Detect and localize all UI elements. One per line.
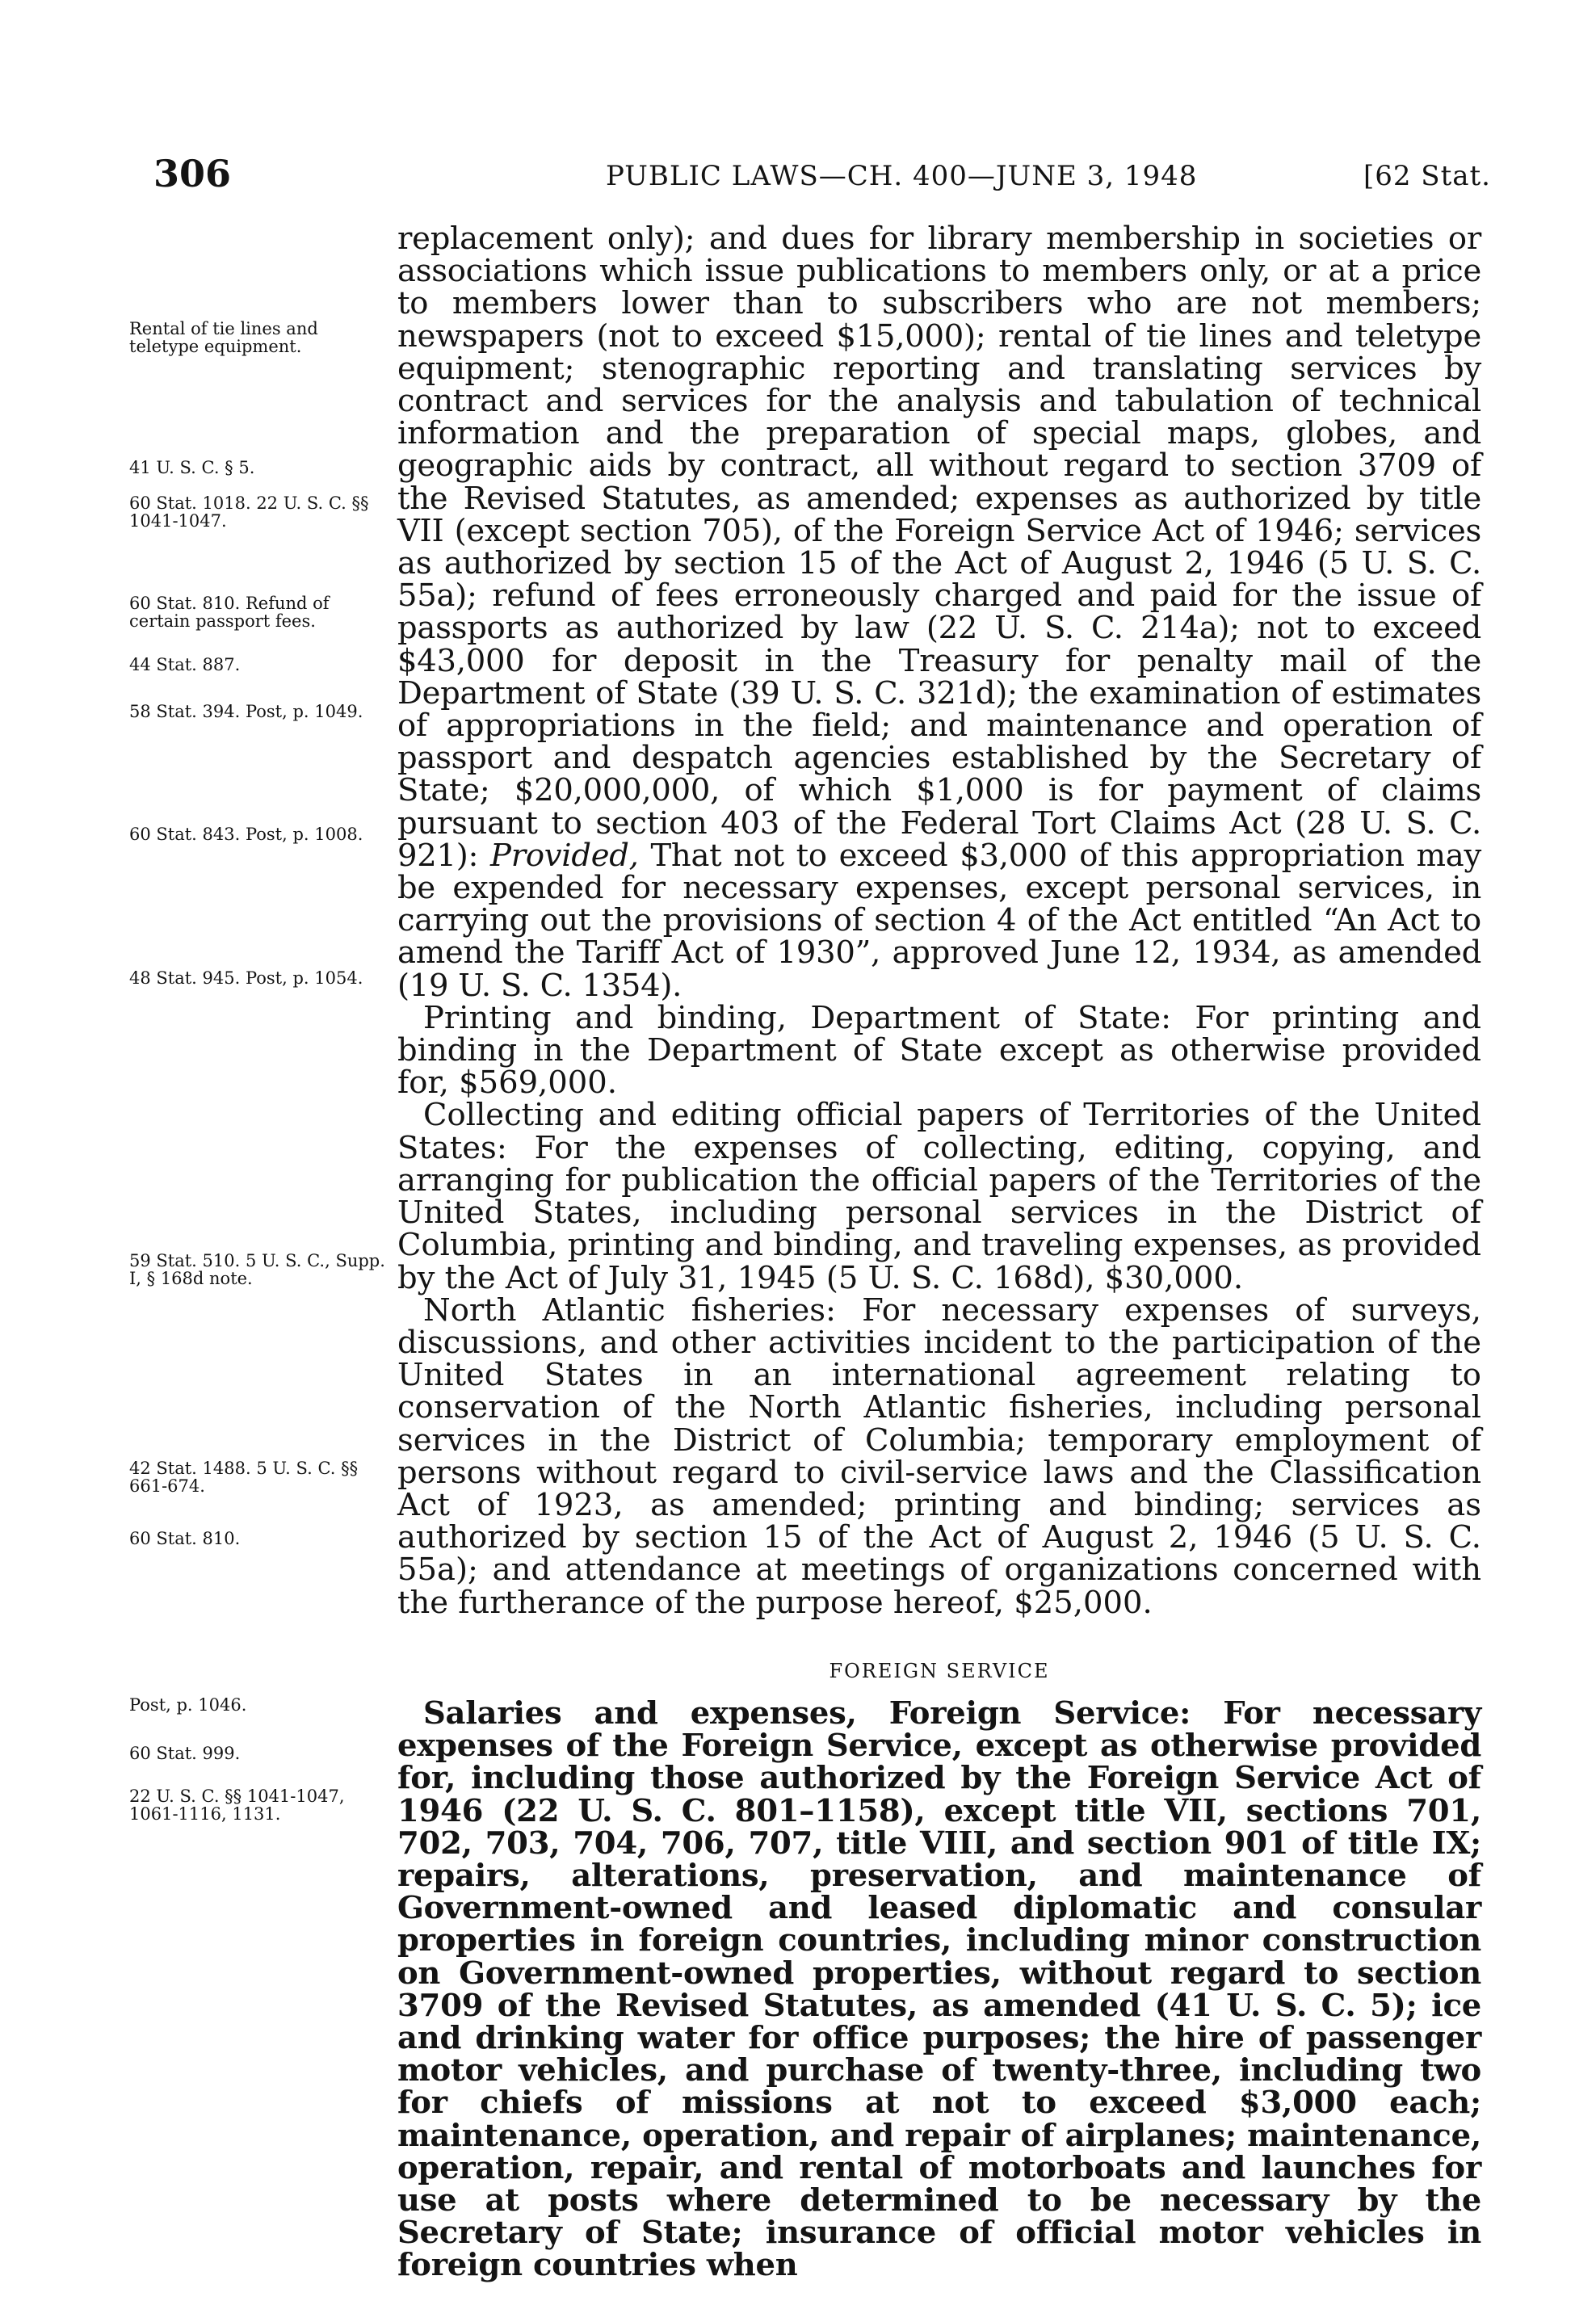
paragraph-north-atlantic-fisheries: North Atlantic fisheries: For necessary expenses of surveys, discussions, and other activities incident to the participation of the United States in an international agreement relating to conservation of the North Atlantic fisheries, including personal services in the District of Columbia; temporary employment of persons without regard to civil-service laws and the Classification Act of 1923, as amended; printing and binding; services as authorized by section 15 of the Act of August 2, 1946 (5 U. S. C. 55a); and attendance at meetings of organizations concerned with the furtherance of the purpose hereof, $25,000. — [397, 1291, 1481, 1621]
margin-note: 48 Stat. 945. Post, p. 1054. — [129, 968, 363, 988]
provided-keyword: Provided, — [490, 837, 639, 874]
paragraph-territorial-papers: Collecting and editing official papers of Territories of the United States: For the expenses of collecting, editing, copying, and arranging for publication the official papers of the Territories of the United States, including personal services in the District of Columbia, printing and binding, and traveling expenses, as provided by the Act of July 31, 1945 (5 U. S. C. 168d), $30,000. — [397, 1097, 1481, 1296]
paragraph-foreign-service-salaries: Salaries and expenses, Foreign Service: For necessary expenses of the Foreign Service, except as otherwise provided for, including those authorized by the Foreign Service Act of 1946 (22 U. S. C. 801–1158), except title VII, sections 701, 702, 703, 704, 706, 707, title VIII, and section 901 of title IX; repairs, alterations, preservation, and maintenance of Government-owned and leased diplomatic and consular properties in foreign countries, including minor construction on Government-owned properties, without regard to section 3709 of the Revised Statutes, as amended (41 U. S. C. 5); ice and drinking water for office purposes; the hire of passenger motor vehicles, and purchase of twenty-three, including two for chiefs of missions at not to exceed $3,000 each; maintenance, operation, and repair of airplanes; maintenance, operation, repair, and rental of motorboats and launches for use at posts where determined to be necessary by the Secretary of State; insurance of official motor vehicles in foreign countries when — [397, 1695, 1481, 2284]
margin-note: 60 Stat. 1018. 22 U. S. C. §§ 1041-1047. — [129, 493, 369, 531]
margin-note: 60 Stat. 843. Post, p. 1008. — [129, 825, 363, 844]
paragraph-printing-binding: Printing and binding, Department of State: For printing and binding in the Department of State except as otherwise provided for, $569,000. — [397, 999, 1481, 1102]
section-heading: FOREIGN SERVICE — [829, 1660, 1050, 1682]
paragraph-appropriation-continued: replacement only); and dues for library membership in societies or associations which issue publications to members only, or at a price to members lower than to subscribers who are not members; newspapers (not to exceed $15,000); rental of tie lines and teletype equipment; stenographic reporting and translating services by contract and services for the analysis and tabulation of technical information and the preparation of special maps, globes, and geographic aids by contract, all without regard to section 3709 of the Revised Statutes, as amended; expenses as authorized by title VII (except section 705), of the Foreign Service Act of 1946; services as authorized by section 15 of the Act of August 2, 1946 (5 U. S. C. 55a); refund of fees erroneously charged and paid for the issue of passports as authorized by law (22 U. S. C. 214a); not to exceed $43,000 for deposit in the Treasury for penalty mail of the Department of State (39 U. S. C. 321d); the examination of estimates of appropriations in the field; and maintenance and operation of passport and despatch agencies established by the Secretary of State; $20,000,000, of which $1,000 is for payment of claims pursuant to section 403 of the Federal Tort Claims Act (28 U. S. C. 921): Provided, That not to exceed $3,000 of this appropriation may be expended for necessary expenses, except personal services, in carrying out the provisions of section 4 of the Act entitled “An Act to amend the Tariff Act of 1930”, approved June 12, 1934, as amended (19 U. S. C. 1354). — [397, 220, 1481, 1004]
margin-note: Rental of tie lines and teletype equipment. — [129, 319, 318, 356]
margin-note: 60 Stat. 999. — [129, 1744, 241, 1763]
body-text-top — [397, 220, 1481, 1621]
volume-reference: [62 Stat. — [1363, 160, 1491, 192]
body-text-foreign-service — [397, 1695, 1481, 2284]
page-header — [153, 152, 1491, 200]
running-head: PUBLIC LAWS—CH. 400—JUNE 3, 1948 — [606, 160, 1198, 192]
margin-note: 60 Stat. 810. Refund of certain passport fees. — [129, 594, 330, 631]
margin-note: 41 U. S. C. § 5. — [129, 458, 255, 477]
margin-note: 42 Stat. 1488. 5 U. S. C. §§ 661-674. — [129, 1459, 359, 1496]
margin-note: Post, p. 1046. — [129, 1695, 247, 1715]
margin-note: 58 Stat. 394. Post, p. 1049. — [129, 702, 363, 721]
margin-note: 22 U. S. C. §§ 1041-1047, 1061-1116, 1131. — [129, 1787, 345, 1824]
margin-note: 59 Stat. 510. 5 U. S. C., Supp. I, § 168d note. — [129, 1251, 385, 1288]
page-number: 306 — [153, 152, 232, 195]
margin-note: 44 Stat. 887. — [129, 655, 241, 674]
margin-note: 60 Stat. 810. — [129, 1529, 241, 1548]
